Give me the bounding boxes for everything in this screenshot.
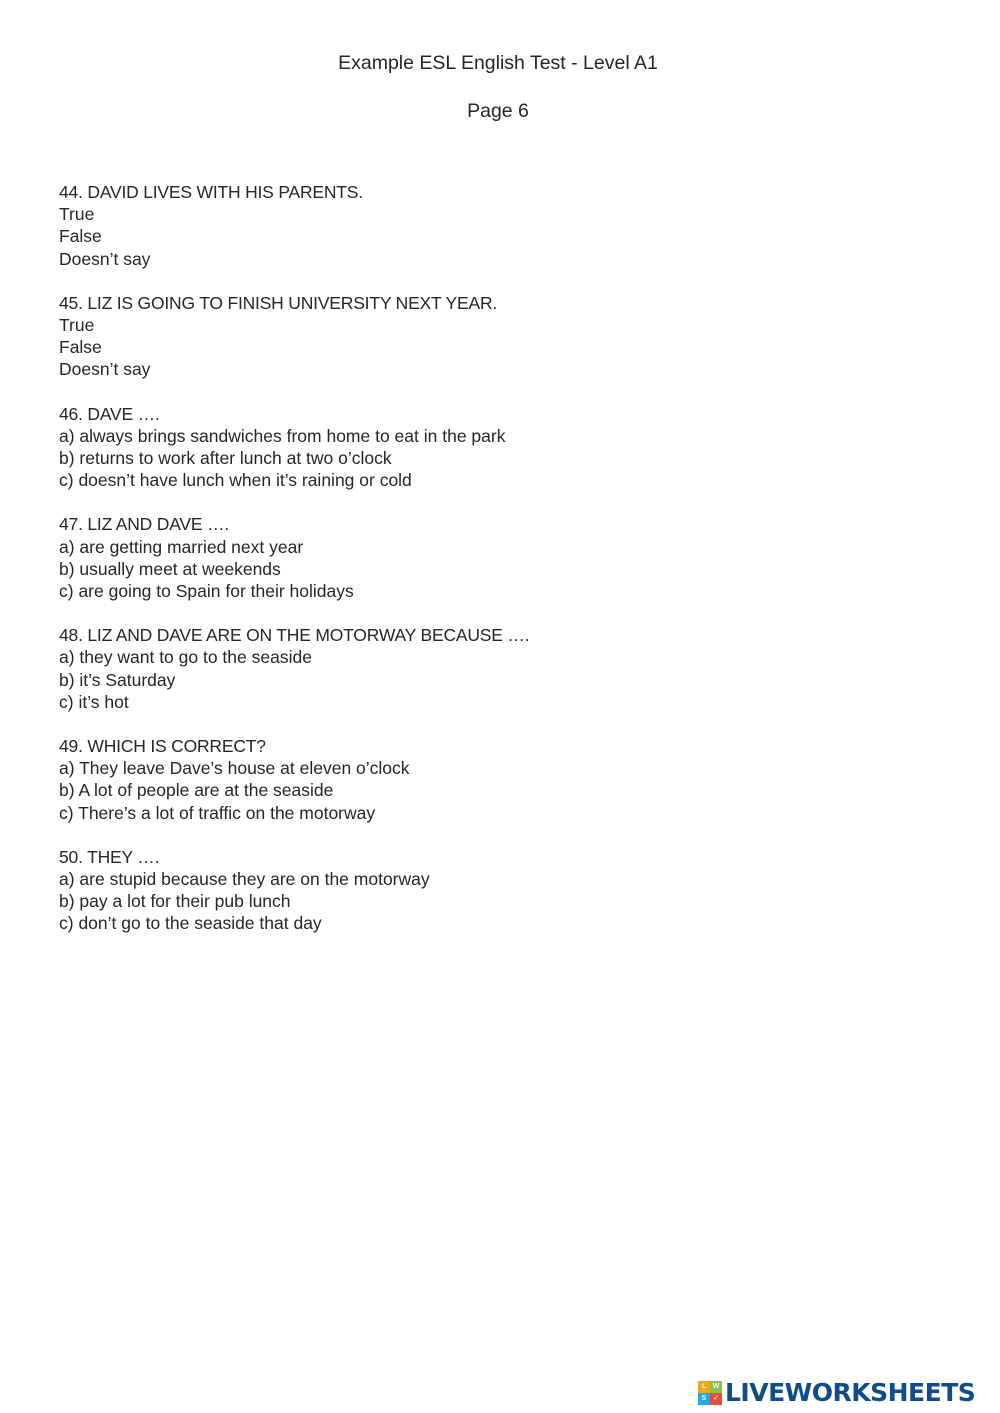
question-text: 48. LIZ AND DAVE ARE ON THE MOTORWAY BECAUSE …. (59, 625, 530, 646)
answer-option[interactable]: c) doesn’t have lunch when it’s raining or cold (59, 470, 412, 491)
logo-tile: ✓ (710, 1393, 722, 1405)
answer-option[interactable]: True (59, 315, 95, 336)
question-49 (59, 735, 939, 824)
question-text: 47. LIZ AND DAVE …. (59, 514, 229, 535)
answer-option[interactable]: a) are stupid because they are on the motorway (59, 869, 430, 890)
answer-option[interactable]: b) pay a lot for their pub lunch (59, 891, 291, 912)
answer-option[interactable]: c) it’s hot (59, 691, 129, 712)
question-text: 46. DAVE …. (59, 403, 160, 424)
liveworksheets-logo-icon (698, 1381, 722, 1405)
logo-tile: L (698, 1381, 710, 1393)
question-47 (59, 513, 939, 602)
liveworksheets-logo (698, 1378, 975, 1408)
answer-option[interactable]: True (59, 204, 95, 225)
answer-option[interactable]: False (59, 226, 102, 247)
document-title: Example ESL English Test - Level A1 (338, 52, 658, 74)
answer-option[interactable]: c) There’s a lot of traffic on the motorway (59, 802, 376, 823)
question-text: 45. LIZ IS GOING TO FINISH UNIVERSITY NEXT YEAR. (59, 292, 498, 313)
page-number: Page 6 (467, 100, 529, 122)
logo-tile: W (710, 1381, 722, 1393)
answer-option[interactable]: Doesn’t say (59, 248, 151, 269)
answer-option[interactable]: a) always brings sandwiches from home to eat in the park (59, 425, 506, 446)
question-50 (59, 846, 939, 935)
question-46 (59, 403, 939, 492)
answer-option[interactable]: a) are getting married next year (59, 536, 304, 557)
answer-option[interactable]: b) it’s Saturday (59, 669, 176, 690)
answer-option[interactable]: b) A lot of people are at the seaside (59, 780, 334, 801)
answer-option[interactable]: b) usually meet at weekends (59, 558, 281, 579)
question-45 (59, 292, 939, 381)
answer-option[interactable]: Doesn’t say (59, 359, 151, 380)
answer-option[interactable]: False (59, 337, 102, 358)
question-list (59, 181, 939, 957)
question-44 (59, 181, 939, 270)
logo-tile: S (698, 1393, 710, 1405)
answer-option[interactable]: c) don’t go to the seaside that day (59, 913, 322, 934)
answer-option[interactable]: a) They leave Dave’s house at eleven o’clock (59, 758, 410, 779)
question-48 (59, 624, 939, 713)
answer-option[interactable]: a) they want to go to the seaside (59, 647, 312, 668)
question-text: 44. DAVID LIVES WITH HIS PARENTS. (59, 182, 363, 202)
question-text: 49. WHICH IS CORRECT? (59, 736, 266, 757)
question-text: 50. THEY …. (59, 846, 160, 867)
logo-text: LIVEWORKSHEETS (725, 1378, 976, 1407)
answer-option[interactable]: c) are going to Spain for their holidays (59, 581, 354, 602)
answer-option[interactable]: b) returns to work after lunch at two o’clock (59, 448, 392, 469)
